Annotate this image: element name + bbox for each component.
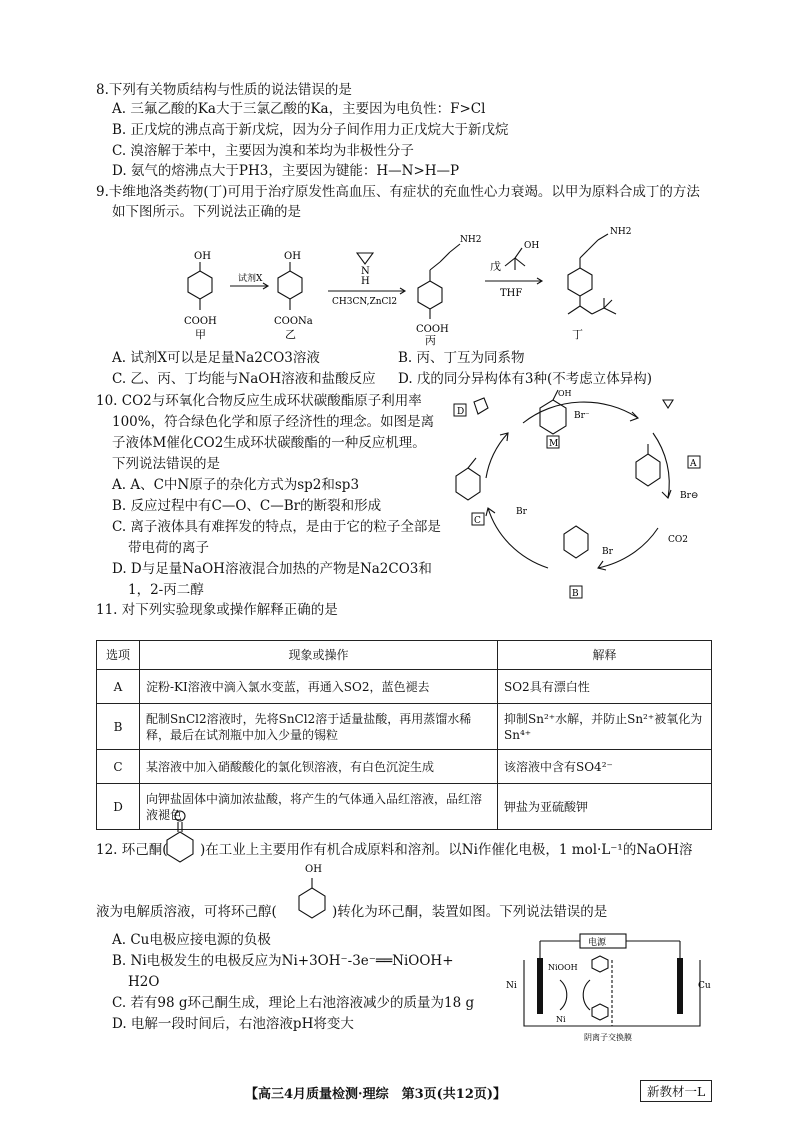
table-header-row — [97, 641, 712, 670]
jia-cooh: COOH — [184, 316, 217, 327]
label-ding: 丁 — [572, 328, 583, 341]
q12-option-b-2: H2O — [128, 974, 160, 990]
yi-coona: COONa — [274, 316, 313, 327]
table-row — [97, 704, 712, 750]
table-row — [97, 670, 712, 704]
label-m: M — [549, 439, 559, 449]
aziridine-n: N — [361, 266, 370, 277]
q12-stem-2b: )转化为环己酮，装置如图。下列说法错误的是 — [332, 904, 608, 920]
row-a-option: A — [97, 670, 140, 704]
q9-option-a: A. 试剂X可以是足量Na2CO3溶液 — [112, 350, 320, 366]
header-operation: 现象或操作 — [140, 641, 498, 670]
label-wu: 戊 — [490, 260, 501, 273]
condition-2: CH3CN,ZnCl2 — [332, 297, 398, 307]
table-row — [97, 750, 712, 784]
q12-option-a: A. Cu电极应接电源的负极 — [112, 932, 271, 948]
cyclohexanone-structure — [160, 808, 200, 868]
q12-electrolysis-cell — [500, 930, 722, 1042]
bing-nh2: NH2 — [460, 235, 482, 245]
q8-stem: 8.下列有关物质结构与性质的说法错误的是 — [96, 82, 352, 98]
row-c-option: C — [97, 750, 140, 784]
q9-option-c: C. 乙、丙、丁均能与NaOH溶液和盐酸反应 — [112, 371, 376, 387]
q10-stem-1: 10. CO2与环氧化合物反应生成环状碳酸酯原子利用率 — [96, 393, 422, 409]
q12-option-c: C. 若有98 g环己酮生成，理论上右池溶液减少的质量为18 g — [112, 995, 475, 1011]
label-yi: 乙 — [285, 328, 296, 341]
label-d: D — [457, 407, 465, 417]
c-br: Br — [516, 507, 527, 517]
row-d-explanation: 钾盐为亚硫酸钾 — [498, 784, 712, 830]
niooh-label: NiOOH — [548, 963, 578, 972]
row-a-operation: 淀粉-KI溶液中滴入氯水变蓝，再通入SO2，蓝色褪去 — [140, 670, 498, 704]
ni-species-label: Ni — [556, 1015, 566, 1024]
m-oh: OH — [558, 389, 572, 398]
label-bing: 丙 — [425, 334, 436, 346]
q11-stem: 11. 对下列实验现象或操作解释正确的是 — [96, 602, 338, 618]
label-a: A — [690, 459, 697, 469]
q12-stem-1a: 12. 环己酮( — [96, 842, 168, 858]
edition-tag: 新教材一L — [640, 1080, 712, 1102]
cu-electrode-label: Cu — [698, 981, 711, 991]
header-explanation: 解释 — [498, 641, 712, 670]
cyclohexanol-structure — [292, 860, 332, 926]
q10-option-b: B. 反应过程中有C—O、C—Br的断裂和形成 — [112, 498, 382, 514]
q10-stem-2: 100%，符合绿色化学和原子经济性的理念。如图是离 — [112, 414, 435, 430]
reagent-x: 试剂X — [238, 274, 263, 284]
aziridine-h: H — [361, 276, 370, 287]
q8-option-b: B. 正戊烷的沸点高于新戊烷，因为分子间作用力正戊烷大于新戊烷 — [112, 122, 509, 138]
q12-stem-1b: )在工业上主要用作有机合成原料和溶剂。以Ni作催化电极，1 mol·L⁻¹的NaOH溶 — [200, 842, 693, 858]
q10-option-d-2: 1，2-丙二醇 — [128, 582, 204, 598]
label-c: C — [474, 516, 481, 526]
power-label: 电源 — [588, 938, 607, 948]
row-a-explanation: SO2具有漂白性 — [498, 670, 712, 704]
header-option: 选项 — [97, 641, 140, 670]
q9-stem-2: 如下图所示。下列说法正确的是 — [112, 204, 301, 220]
membrane-label: 阴离子交换膜 — [584, 1033, 632, 1042]
q10-option-c-1: C. 离子液体具有难挥发的特点，是由于它的粒子全部是 — [112, 519, 441, 535]
row-b-explanation: 抑制Sn²⁺水解，并防止Sn²⁺被氧化为Sn⁴⁺ — [498, 704, 712, 750]
co2-in: CO2 — [668, 535, 688, 545]
jia-oh: OH — [194, 251, 211, 262]
q10-catalytic-cycle — [448, 388, 710, 600]
q12-option-d: D. 电解一段时间后，右池溶液pH将变大 — [112, 1016, 354, 1032]
q9-option-b: B. 丙、丁互为同系物 — [398, 350, 525, 366]
q10-stem-4: 下列说法错误的是 — [112, 456, 220, 472]
solvent-thf: THF — [500, 288, 523, 299]
q10-option-d-1: D. D与足量NaOH溶液混合加热的产物是Na2CO3和 — [112, 561, 432, 577]
wu-oh: OH — [524, 241, 540, 251]
row-c-operation: 某溶液中加入硝酸酸化的氯化钡溶液，有白色沉淀生成 — [140, 750, 498, 784]
ni-electrode-label: Ni — [506, 981, 517, 991]
q10-stem-3: 子液体M催化CO2生成环状碳酸酯的一种反应机理。 — [112, 435, 426, 451]
q8-option-a: A. 三氟乙酸的Ka大于三氯乙酸的Ka，主要因为电负性：F>Cl — [112, 101, 486, 117]
q9-synthesis-scheme — [160, 226, 720, 346]
q11-table — [96, 640, 712, 830]
row-c-explanation: 该溶液中含有SO4²⁻ — [498, 750, 712, 784]
row-b-option: B — [97, 704, 140, 750]
row-d-option: D — [97, 784, 140, 830]
q8-option-d: D. 氨气的熔沸点大于PH3，主要因为键能：H—N>H—P — [112, 163, 460, 179]
label-b: B — [572, 589, 579, 599]
cyclohexanol-oh: OH — [305, 864, 322, 875]
bing-cooh: COOH — [416, 324, 449, 335]
q9-option-d: D. 戊的同分异构体有3种(不考虑立体异构) — [398, 371, 653, 387]
q10-option-c-2: 带电荷的离子 — [128, 540, 209, 556]
q12-stem-2a: 液为电解质溶液，可将环己醇( — [96, 904, 277, 920]
row-d-operation: 向钾盐固体中滴加浓盐酸，将产生的气体通入品红溶液，品红溶液褪色 — [140, 784, 498, 830]
ding-nh2: NH2 — [610, 227, 632, 237]
q10-option-a: A. A、C中N原子的杂化方式为sp2和sp3 — [112, 477, 360, 493]
page-footer: 【高三4月质量检测·理综 第3页(共12页)】 — [245, 1087, 507, 1102]
m-br: Br⁻ — [574, 411, 590, 421]
b-br: Br — [602, 547, 613, 557]
row-b-operation: 配制SnCl2溶液时，先将SnCl2溶于适量盐酸，再用蒸馏水稀释，最后在试剂瓶中加入少量的锡粒 — [140, 704, 498, 750]
a-br: Br⊖ — [680, 491, 699, 501]
q12-option-b-1: B. Ni电极发生的电极反应为Ni+3OH⁻-3e⁻══NiOOH+ — [112, 953, 454, 969]
q9-stem-1: 9.卡维地洛类药物(丁)可用于治疗原发性高血压、有症状的充血性心力衰竭。以甲为原料合成丁的方法 — [96, 184, 700, 200]
yi-oh: OH — [284, 251, 301, 262]
label-jia: 甲 — [195, 328, 206, 341]
q8-option-c: C. 溴溶解于苯中，主要因为溴和苯均为非极性分子 — [112, 143, 414, 159]
